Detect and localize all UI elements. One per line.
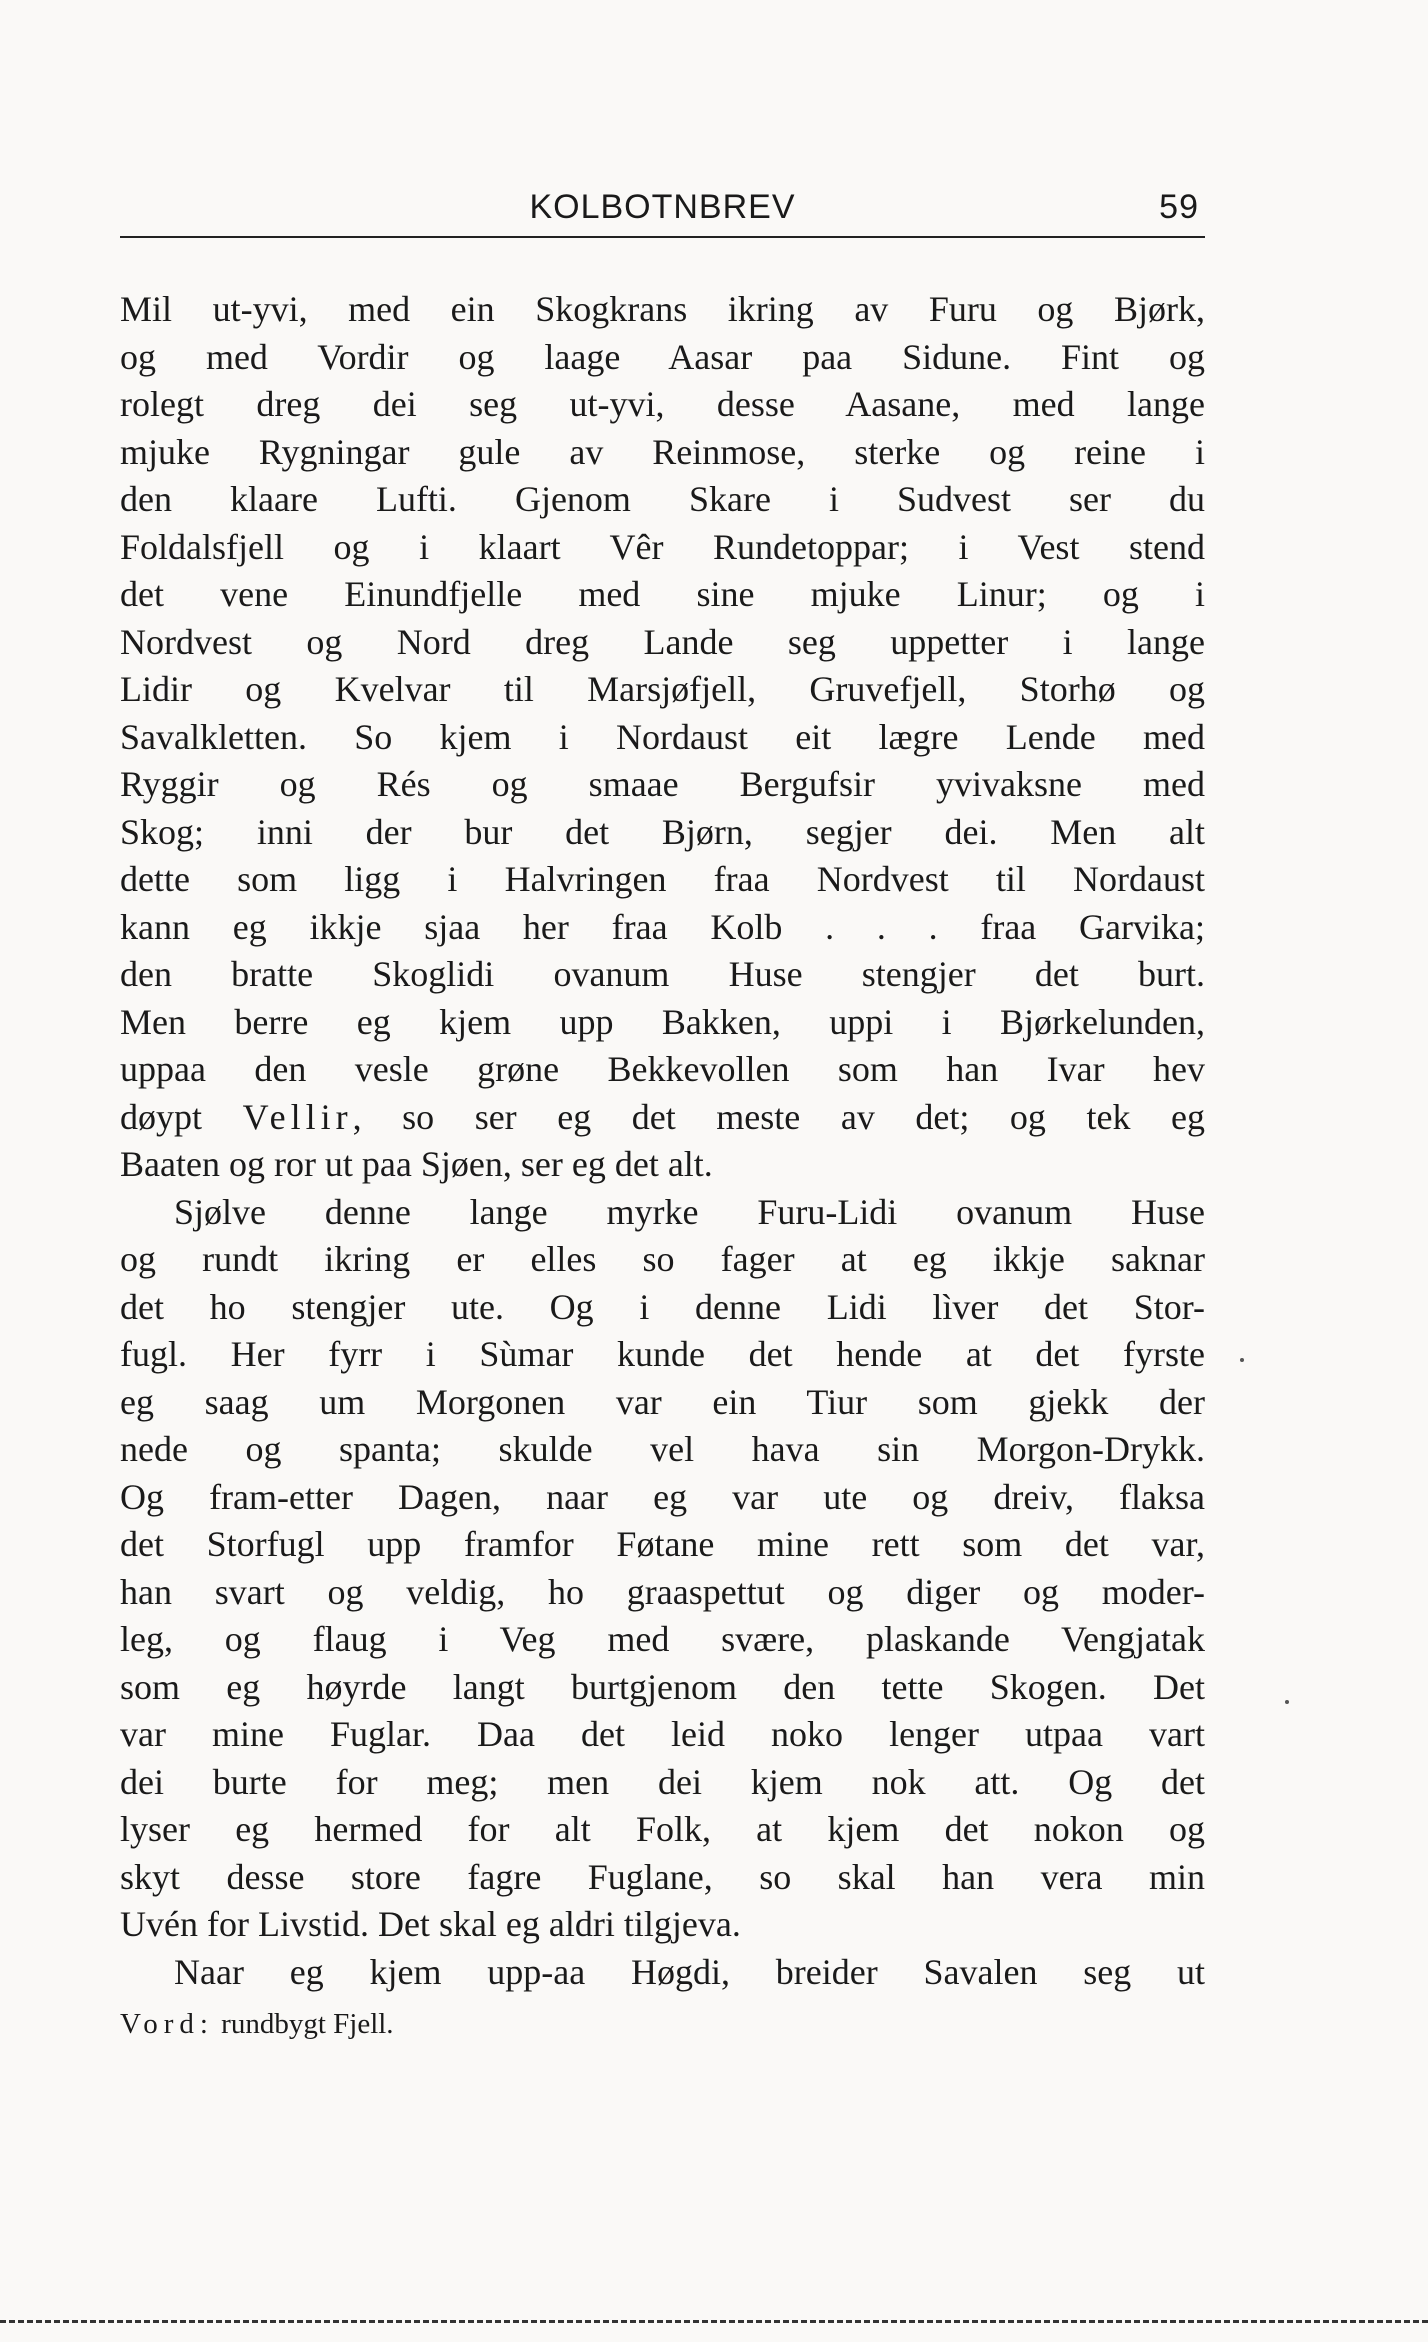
spaced-word: Vellir xyxy=(242,1096,353,1137)
text-line: Lidir og Kvelvar til Marsjøfjell, Gruvefjell, Storhø og xyxy=(120,669,1205,709)
text-line: det Storfugl upp framfor Føtane mine rett som det var, xyxy=(120,1524,1205,1564)
text-line: det vene Einundfjelle med sine mjuke Linur; og i xyxy=(120,574,1205,614)
text-line: lyser eg hermed for alt Folk, at kjem det nokon og xyxy=(120,1809,1205,1849)
text-line: rolegt dreg dei seg ut-yvi, desse Aasane, med lange xyxy=(120,384,1205,424)
text-line: og med Vordir og laage Aasar paa Sidune. Fint og xyxy=(120,336,1205,377)
text-line: Savalkletten. So kjem i Nordaust eit lægre Lende med xyxy=(120,716,1205,757)
paragraph-start-line: Naar eg kjem upp-aa Høgdi, breider Savalen seg ut xyxy=(174,1951,1205,1992)
text-line: eg saag um Morgonen var ein Tiur som gjekk der xyxy=(120,1381,1205,1422)
text-fragment: , so ser eg det meste av det; og tek eg xyxy=(352,1096,1205,1137)
text-fragment: døypt xyxy=(120,1096,203,1137)
text-line: fugl. Her fyrr i Sùmar kunde det hende at det fyrste xyxy=(120,1334,1205,1374)
running-header xyxy=(120,180,1205,238)
text-line: den bratte Skoglidi ovanum Huse stengjer det burt. xyxy=(120,954,1205,994)
text-line: det ho stengjer ute. Og i denne Lidi lìver det Stor- xyxy=(120,1286,1205,1327)
book-page xyxy=(120,180,1205,2044)
text-line: Skog; inni der bur det Bjørn, segjer dei. Men alt xyxy=(120,811,1205,852)
text-line: den klaare Lufti. Gjenom Skare i Sudvest ser du xyxy=(120,479,1205,519)
body-text xyxy=(120,286,1205,1996)
text-line: uppaa den vesle grøne Bekkevollen som han Ivar hev xyxy=(120,1049,1205,1089)
text-line: og rundt ikring er elles so fager at eg ikkje saknar xyxy=(120,1239,1205,1279)
text-line: dei burte for meg; men dei kjem nok att. Og det xyxy=(120,1761,1205,1802)
text-line: dette som ligg i Halvringen fraa Nordvest til Nordaust xyxy=(120,859,1205,899)
text-line: kann eg ikkje sjaa her fraa Kolb . . . fraa Garvika; xyxy=(120,906,1205,947)
page-bottom-edge xyxy=(0,2320,1428,2327)
text-line: Foldalsfjell og i klaart Vêr Rundetoppar; i Vest stend xyxy=(120,526,1205,567)
text-line: han svart og veldig, ho graaspettut og diger og moder- xyxy=(120,1571,1205,1612)
footnote xyxy=(120,2004,1205,2044)
text-line: Og fram-etter Dagen, naar eg var ute og dreiv, flaksa xyxy=(120,1476,1205,1517)
scan-speck xyxy=(1285,1700,1289,1704)
text-line: som eg høyrde langt burtgjenom den tette Skogen. Det xyxy=(120,1666,1205,1707)
text-line-vellir xyxy=(120,1094,1205,1142)
text-line: Mil ut-yvi, med ein Skogkrans ikring av Furu og Bjørk, xyxy=(120,289,1205,329)
text-line: Ryggir og Rés og smaae Bergufsir yvivaksne med xyxy=(120,764,1205,804)
footnote-definition: rundbygt Fjell. xyxy=(221,2008,394,2040)
scan-speck xyxy=(1240,1358,1244,1362)
paragraph-start-line: Sjølve denne lange myrke Furu-Lidi ovanum Huse xyxy=(174,1191,1205,1232)
text-line: nede og spanta; skulde vel hava sin Morgon-Drykk. xyxy=(120,1429,1205,1469)
page-number: 59 xyxy=(1159,188,1199,226)
text-line: Baaten og ror ut paa Sjøen, ser eg det alt. xyxy=(120,1144,713,1184)
text-line: var mine Fuglar. Daa det leid noko lenger utpaa vart xyxy=(120,1714,1205,1754)
text-line: Men berre eg kjem upp Bakken, uppi i Bjørkelunden, xyxy=(120,1001,1205,1042)
text-line: leg, og flaug i Veg med svære, plaskande Vengjatak xyxy=(120,1619,1205,1659)
text-line: mjuke Rygningar gule av Reinmose, sterke og reine i xyxy=(120,431,1205,472)
text-line: Uvén for Livstid. Det skal eg aldri tilgjeva. xyxy=(120,1904,741,1944)
running-title: KOLBOTNBREV xyxy=(529,188,796,226)
text-line: Nordvest og Nord dreg Lande seg uppetter i lange xyxy=(120,621,1205,662)
text-line: skyt desse store fagre Fuglane, so skal han vera min xyxy=(120,1856,1205,1897)
footnote-term: Vord: xyxy=(120,2008,214,2040)
